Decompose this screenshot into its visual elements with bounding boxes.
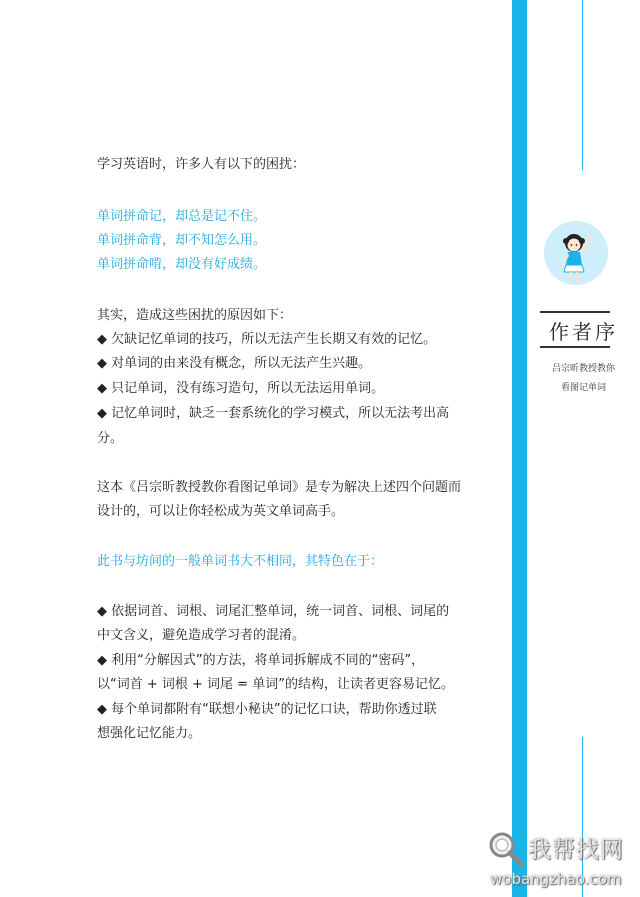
features-heading: 此书与坊间的一般单词书大不相同，其特色在于：	[97, 554, 384, 569]
feature-item-continued: 以“词首 + 词根 + 词尾 = 单词”的结构，让读者更容易记忆。	[97, 677, 454, 692]
watermark-text-cn: 我帮找网	[528, 837, 624, 863]
cause-item: ◆ 记忆单词时，缺乏一套系统化的学习模式，所以无法考出高	[97, 406, 450, 421]
causes-intro: 其实，造成这些困扰的原因如下：	[97, 308, 293, 323]
section-title: 作者序	[549, 320, 618, 344]
book-intro-line: 这本《吕宗昕教授教你看图记单词》是专为解决上述四个问题而	[97, 480, 462, 495]
book-subtitle-line1: 吕宗昕教授教你	[551, 364, 615, 374]
watermark-text-en: wobangzhao.com	[490, 870, 622, 888]
magnifier-logo-icon	[486, 829, 526, 869]
cause-item: ◆ 欠缺记忆单词的技巧，所以无法产生长期又有效的记忆。	[97, 332, 437, 347]
sidebar-panel	[527, 0, 640, 897]
girl-waving-icon	[544, 221, 608, 285]
intro-text: 学习英语时，许多人有以下的困扰：	[97, 157, 306, 172]
feature-item: ◆ 每个单词都附有“联想小秘诀”的记忆口诀，帮助你透过联	[97, 702, 437, 717]
cause-item-continued: 分。	[97, 431, 124, 446]
author-avatar	[544, 221, 608, 285]
trouble-item: 单词拼命记，却总是记不住。	[97, 209, 267, 224]
feature-item: ◆ 依据词首、词根、词尾汇整单词，统一词首、词根、词尾的	[97, 604, 450, 619]
trouble-item: 单词拼命啃，却没有好成绩。	[97, 257, 267, 272]
book-subtitle-line2: 看图记单词	[560, 383, 606, 393]
feature-item: ◆ 利用“分解因式”的方法，将单词拆解成不同的“密码”，	[97, 653, 425, 668]
feature-item-continued: 中文含义，避免造成学习者的混淆。	[97, 628, 306, 643]
title-rule-top	[540, 311, 610, 313]
trouble-item: 单词拼命背，却不知怎么用。	[97, 233, 267, 248]
cause-item: ◆ 只记单词，没有练习造句，所以无法运用单词。	[97, 381, 385, 396]
sidebar-line-top	[582, 0, 583, 170]
watermark	[486, 827, 640, 893]
book-intro-line: 设计的，可以让你轻松成为英文单词高手。	[97, 504, 345, 519]
title-rule-bottom	[540, 346, 610, 348]
feature-item-continued: 想强化记忆能力。	[97, 726, 202, 741]
cause-item: ◆ 对单词的由来没有概念，所以无法产生兴趣。	[97, 356, 372, 371]
